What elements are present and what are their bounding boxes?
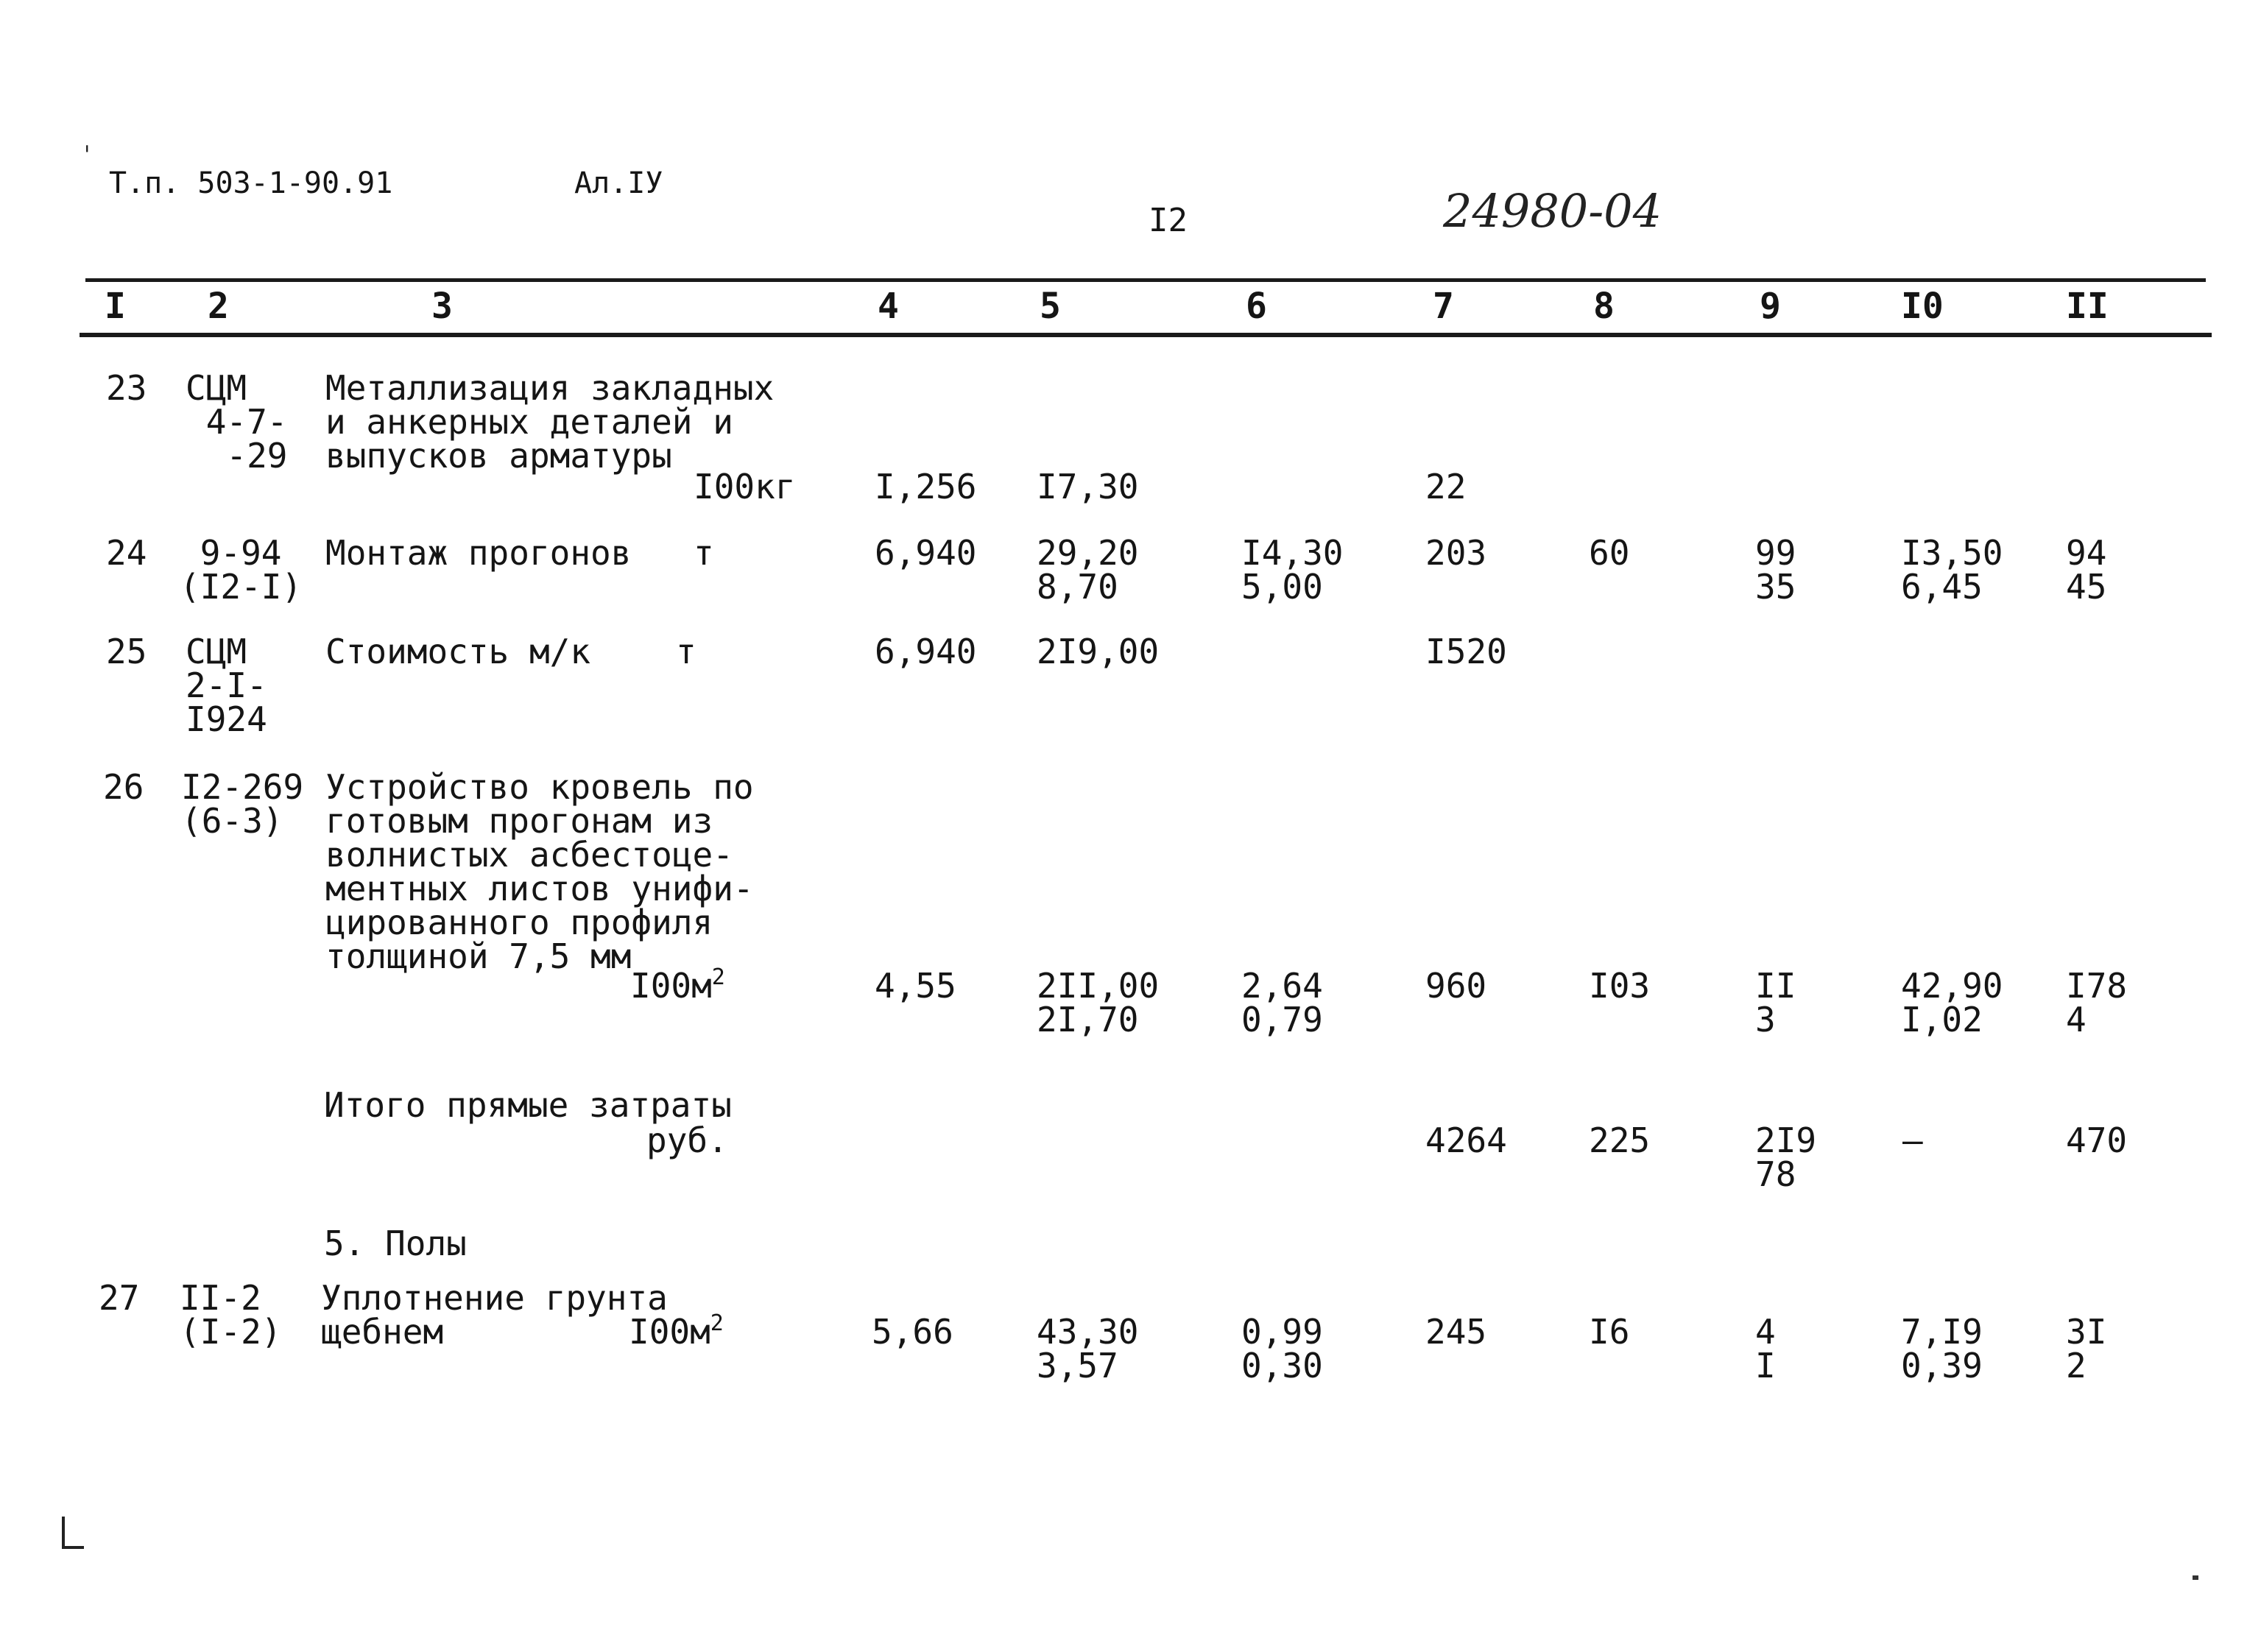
col-header-7: 7 — [1433, 286, 1454, 327]
row-number: 25 — [106, 632, 147, 671]
unit: т — [676, 632, 696, 671]
machine-cost: 2,64 0,79 — [1241, 966, 1323, 1039]
header-top-rule — [85, 278, 2206, 282]
col-header-3: 3 — [431, 286, 453, 327]
work-description: Монтаж прогонов — [325, 533, 632, 573]
unit: т — [694, 533, 714, 573]
col-header-11: II — [2066, 286, 2109, 327]
quantity: I,256 — [875, 467, 977, 506]
unit-cost: 43,30 3,57 — [1037, 1312, 1139, 1386]
corner-bracket-mark — [62, 1517, 84, 1549]
work-description: Уплотнение грунта щебнем — [321, 1278, 668, 1352]
machines-total: 4 I — [1755, 1312, 1776, 1386]
total-cost: 22 — [1425, 467, 1467, 506]
col-header-4: 4 — [878, 286, 899, 327]
doc-reference: Т.п. 503-1-90.91 — [109, 166, 393, 200]
unit — [630, 964, 725, 1006]
unit-cost: 2I9,00 — [1037, 632, 1160, 671]
labor-cost: 7,I9 0,39 — [1901, 1312, 1983, 1386]
labor-total: 94 45 — [2066, 533, 2107, 607]
unit-exponent: 2 — [711, 964, 725, 990]
page-number: I2 — [1149, 202, 1188, 239]
unit-cost: I7,30 — [1037, 467, 1139, 506]
col-header-10: I0 — [1901, 286, 1944, 327]
col-header-6: 6 — [1246, 286, 1267, 327]
norm-code: СЦМ 2-I- I924 — [186, 632, 267, 739]
machines-total: II 3 — [1755, 966, 1796, 1039]
col-header-5: 5 — [1040, 286, 1061, 327]
total-labor: 470 — [2066, 1120, 2128, 1160]
total-machines: 2I9 78 — [1755, 1120, 1817, 1194]
total-label: Итого прямые затраты — [324, 1085, 732, 1125]
album-number: Ал.IУ — [574, 166, 663, 200]
col-header-1: I — [105, 286, 126, 327]
machine-cost: I4,30 5,00 — [1241, 533, 1344, 607]
unit-text: I00м — [629, 1312, 710, 1352]
row-number: 26 — [103, 767, 144, 807]
row-number: 23 — [106, 368, 147, 408]
machine-cost: 0,99 0,30 — [1241, 1312, 1323, 1386]
wages: I03 — [1589, 966, 1651, 1006]
unit: I00кг — [694, 467, 796, 506]
machines-total: 99 35 — [1755, 533, 1796, 607]
quantity: 4,55 — [875, 966, 956, 1006]
unit-cost: 29,20 8,70 — [1037, 533, 1139, 607]
col-header-8: 8 — [1593, 286, 1615, 327]
labor-total: 3I 2 — [2066, 1312, 2107, 1386]
row-number: 27 — [99, 1278, 140, 1318]
total-unit: руб. — [646, 1120, 728, 1160]
total-cost: 203 — [1425, 533, 1487, 573]
unit — [629, 1310, 724, 1352]
total-cost: 4264 — [1425, 1120, 1507, 1160]
total-cost: 960 — [1425, 966, 1487, 1006]
handwritten-code: 24980-04 — [1443, 184, 1662, 238]
unit-text: I00м — [630, 966, 712, 1006]
norm-code: СЦМ 4-7- -29 — [186, 368, 288, 476]
quantity: 5,66 — [872, 1312, 953, 1352]
wages: 60 — [1589, 533, 1630, 573]
total-labor-cost: – — [1902, 1120, 1923, 1160]
col-header-9: 9 — [1760, 286, 1781, 327]
work-description: Металлизация закладных и анкерных деталей и выпусков арматуры — [325, 368, 775, 476]
total-cost: I520 — [1425, 632, 1507, 671]
wages: I6 — [1589, 1312, 1630, 1352]
labor-total: I78 4 — [2066, 966, 2128, 1039]
labor-cost: 42,90 I,02 — [1901, 966, 2003, 1039]
scan-speck — [2193, 1575, 2198, 1580]
unit-cost: 2II,00 2I,70 — [1037, 966, 1160, 1039]
norm-code: II-2 (I-2) — [180, 1278, 282, 1352]
row-number: 24 — [106, 533, 147, 573]
norm-code: 9-94 (I2-I) — [180, 533, 303, 607]
labor-cost: I3,50 6,45 — [1901, 533, 2003, 607]
corner-mark: ˈ — [80, 141, 95, 171]
total-cost: 245 — [1425, 1312, 1487, 1352]
work-description: Стоимость м/к — [325, 632, 591, 671]
col-header-2: 2 — [208, 286, 229, 327]
work-description: Устройство кровель по готовым прогонам из волнистых асбестоце- ментных листов унифи- цированного профиля толщиной 7,5 мм — [325, 767, 754, 976]
quantity: 6,940 — [875, 632, 977, 671]
unit-exponent: 2 — [710, 1310, 724, 1336]
section-heading: 5. Полы — [324, 1224, 467, 1263]
quantity: 6,940 — [875, 533, 977, 573]
header-bottom-rule — [80, 333, 2212, 337]
total-wages: 225 — [1589, 1120, 1651, 1160]
norm-code: I2-269 (6-3) — [181, 767, 304, 841]
